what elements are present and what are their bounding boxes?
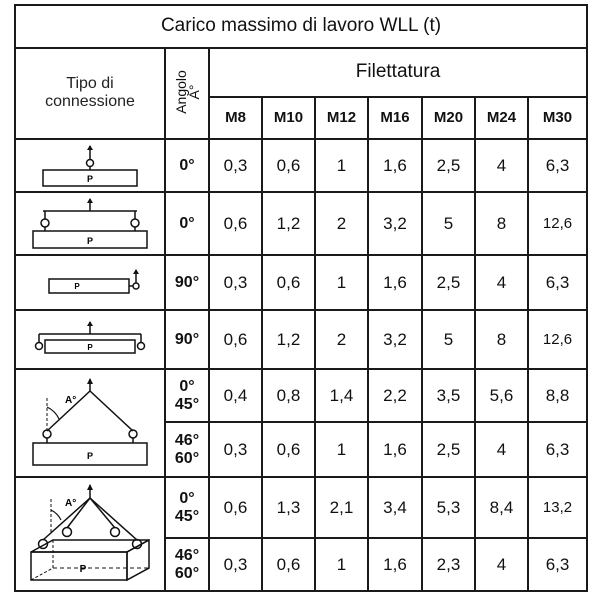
load-label: P	[86, 451, 94, 462]
wll-value: 3,2	[368, 310, 422, 369]
diagram-side-spreader	[15, 310, 165, 369]
size-m16: M16	[368, 97, 422, 140]
wll-value: 1,3	[262, 477, 315, 538]
wll-value: 2,5	[422, 422, 475, 477]
wll-value: 5,3	[422, 477, 475, 538]
wll-value: 5	[422, 192, 475, 255]
wll-value: 5,6	[475, 369, 528, 422]
wll-value: 2	[315, 310, 368, 369]
angle-value: 0°	[179, 156, 195, 174]
wll-value: 1	[315, 422, 368, 477]
wll-value: 6,3	[528, 139, 587, 192]
wll-value: 0,6	[262, 538, 315, 591]
wll-value: 6,3	[528, 422, 587, 477]
wll-value: 1	[315, 139, 368, 192]
wll-value: 0,6	[209, 310, 262, 369]
wll-value: 0,3	[209, 538, 262, 591]
wll-value: 2,3	[422, 538, 475, 591]
wll-value: 5	[422, 310, 475, 369]
angle-value: 0°	[179, 214, 195, 232]
table-row	[15, 255, 587, 310]
wll-value: 4	[475, 538, 528, 591]
angle-cell	[165, 310, 209, 369]
header-thread: Filettatura	[209, 48, 587, 97]
wll-value: 4	[475, 255, 528, 310]
angle-value: 45°	[174, 507, 200, 525]
table-row	[15, 369, 587, 422]
header-connection-type-line2: connessione	[45, 93, 135, 111]
header-connection-type-line1: Tipo di	[66, 75, 114, 93]
wll-table	[14, 4, 588, 592]
wll-value: 12,6	[528, 310, 587, 369]
header-angle-line2: A°	[185, 84, 202, 100]
table-row	[15, 310, 587, 369]
wll-value: 0,8	[262, 369, 315, 422]
size-m10: M10	[262, 97, 315, 140]
wll-value: 1,6	[368, 422, 422, 477]
wll-value: 4	[475, 139, 528, 192]
wll-value: 1,6	[368, 139, 422, 192]
angle-label: A°	[65, 395, 77, 407]
wll-value: 8,8	[528, 369, 587, 422]
wll-value: 2,1	[315, 477, 368, 538]
angle-value: 0°	[179, 377, 195, 395]
angle-value: 90°	[174, 330, 200, 348]
diagram-four-leg-sling	[15, 477, 165, 591]
angle-cell	[165, 477, 209, 538]
angle-cell	[165, 538, 209, 591]
angle-value: 90°	[174, 273, 200, 291]
table-title: Carico massimo di lavoro WLL (t)	[15, 5, 587, 48]
wll-value: 0,3	[209, 255, 262, 310]
wll-value: 0,3	[209, 139, 262, 192]
wll-value: 3,2	[368, 192, 422, 255]
wll-value: 0,6	[209, 192, 262, 255]
angle-value: 60°	[174, 449, 200, 467]
angle-cell	[165, 422, 209, 477]
table-row	[15, 139, 587, 192]
wll-value: 3,4	[368, 477, 422, 538]
wll-value: 1,4	[315, 369, 368, 422]
diagram-spreader-vertical	[15, 192, 165, 255]
load-label: P	[74, 281, 80, 291]
wll-value: 1,2	[262, 310, 315, 369]
wll-value: 0,6	[262, 422, 315, 477]
angle-value: 45°	[174, 395, 200, 413]
wll-value: 1,6	[368, 538, 422, 591]
table-row	[15, 477, 587, 538]
table-row	[15, 192, 587, 255]
header-angle-line1: Angolo	[172, 70, 189, 114]
wll-value: 1,2	[262, 192, 315, 255]
wll-value: 2	[315, 192, 368, 255]
wll-value: 0,4	[209, 369, 262, 422]
load-label: P	[86, 173, 94, 184]
size-m20: M20	[422, 97, 475, 140]
wll-value: 2,2	[368, 369, 422, 422]
load-label: P	[87, 342, 93, 352]
wll-value: 3,5	[422, 369, 475, 422]
wll-value: 1	[315, 538, 368, 591]
wll-value: 8	[475, 192, 528, 255]
wll-value: 0,6	[209, 477, 262, 538]
wll-value: 0,3	[209, 422, 262, 477]
angle-cell	[165, 139, 209, 192]
wll-value: 13,2	[528, 477, 587, 538]
wll-value: 0,6	[262, 139, 315, 192]
angle-value: 60°	[174, 564, 200, 582]
wll-value: 6,3	[528, 255, 587, 310]
angle-value: 0°	[179, 489, 195, 507]
wll-value: 0,6	[262, 255, 315, 310]
diagram-single-vertical	[15, 139, 165, 192]
header-angle	[165, 48, 209, 140]
wll-value: 4	[475, 422, 528, 477]
wll-value: 1,6	[368, 255, 422, 310]
diagram-two-leg-sling	[15, 369, 165, 477]
angle-cell	[165, 369, 209, 422]
diagram-side-lift	[15, 255, 165, 310]
wll-value: 1	[315, 255, 368, 310]
header-connection-type	[15, 48, 165, 140]
size-m12: M12	[315, 97, 368, 140]
wll-value: 6,3	[528, 538, 587, 591]
wll-value: 8,4	[475, 477, 528, 538]
angle-label: A°	[65, 497, 77, 509]
angle-value: 46°	[174, 546, 200, 564]
wll-value: 2,5	[422, 255, 475, 310]
load-label: P	[86, 235, 94, 246]
size-m30: M30	[528, 97, 587, 140]
wll-value: 2,5	[422, 139, 475, 192]
size-m24: M24	[475, 97, 528, 140]
angle-value: 46°	[174, 431, 200, 449]
wll-value: 8	[475, 310, 528, 369]
angle-cell	[165, 192, 209, 255]
size-m8: M8	[209, 97, 262, 140]
angle-cell	[165, 255, 209, 310]
wll-value: 12,6	[528, 192, 587, 255]
load-label: P	[79, 563, 87, 575]
